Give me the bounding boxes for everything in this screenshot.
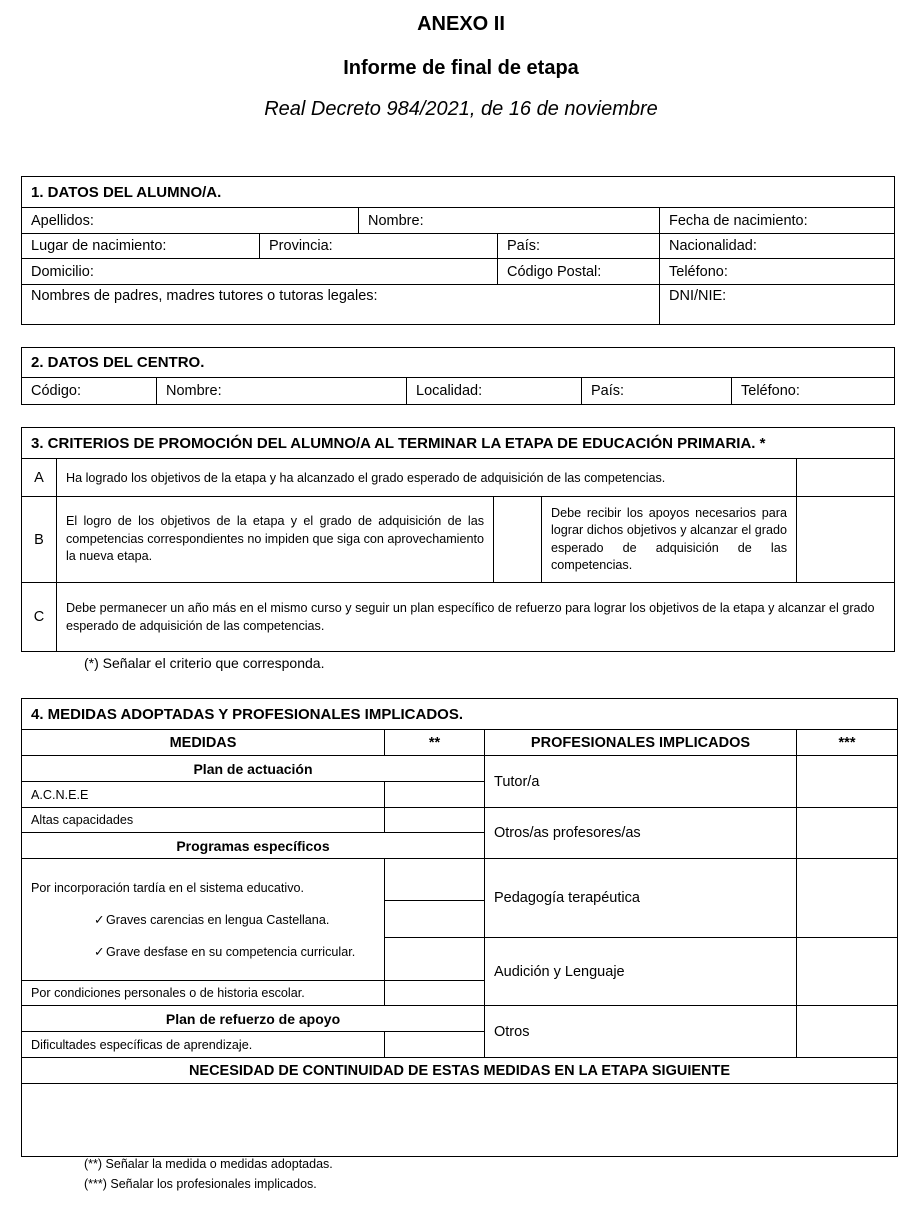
criteria-note: (*) Señalar el criterio que corresponda. <box>84 655 325 671</box>
incorporacion-tardia-label: Por incorporación tardía en el sistema educativo. <box>22 859 385 901</box>
centro-telefono-field[interactable]: Teléfono: <box>732 378 895 405</box>
plan-actuacion-heading: Plan de actuación <box>22 756 485 782</box>
dificultades-label: Dificultades específicas de aprendizaje. <box>22 1032 385 1058</box>
apellidos-field[interactable]: Apellidos: <box>22 208 359 234</box>
pais-field[interactable]: País: <box>498 234 660 259</box>
centro-codigo-field[interactable]: Código: <box>22 378 157 405</box>
profesionales-header: PROFESIONALES IMPLICADOS <box>485 730 797 756</box>
codigo-postal-field[interactable]: Código Postal: <box>498 259 660 285</box>
professionals-note: (***) Señalar los profesionales implicados. <box>84 1177 317 1191</box>
criterion-a-text: Ha logrado los objetivos de la etapa y ha alcanzado el grado esperado de adquisición de las competencias. <box>57 459 797 497</box>
medidas-mark-header: ** <box>385 730 485 756</box>
otros-profesores-label: Otros/as profesores/as <box>485 808 797 859</box>
incorporacion-tardia-checkbox[interactable] <box>385 859 485 901</box>
programas-especificos-heading: Programas específicos <box>22 833 485 859</box>
grave-desfase-label: Grave desfase en su competencia curricular. <box>106 944 356 959</box>
check-icon: ✓ <box>94 912 105 927</box>
nacionalidad-field[interactable]: Nacionalidad: <box>660 234 895 259</box>
criterion-a-checkbox[interactable] <box>797 459 895 497</box>
audicion-label: Audición y Lenguaje <box>485 938 797 1006</box>
section2-title: 2. DATOS DEL CENTRO. <box>22 348 895 378</box>
grave-desfase-checkbox[interactable] <box>385 938 485 981</box>
altas-capacidades-checkbox[interactable] <box>385 808 485 833</box>
measures-table <box>21 698 898 1157</box>
otros-checkbox[interactable] <box>797 1006 898 1058</box>
graves-carencias-checkbox[interactable] <box>385 901 485 938</box>
report-title: Informe de final de etapa <box>343 57 579 79</box>
annex-title: ANEXO II <box>417 13 505 35</box>
domicilio-field[interactable]: Domicilio: <box>22 259 498 285</box>
pedagogia-checkbox[interactable] <box>797 859 898 938</box>
school-data-table <box>21 347 895 405</box>
continuidad-heading: NECESIDAD DE CONTINUIDAD DE ESTAS MEDIDAS EN LA ETAPA SIGUIENTE <box>22 1058 898 1084</box>
section1-title: 1. DATOS DEL ALUMNO/A. <box>22 177 895 208</box>
otros-profesores-checkbox[interactable] <box>797 808 898 859</box>
condiciones-personales-label: Por condiciones personales o de historia escolar. <box>22 981 385 1006</box>
lugar-nacimiento-field[interactable]: Lugar de nacimiento: <box>22 234 260 259</box>
telefono-field[interactable]: Teléfono: <box>660 259 895 285</box>
section4-title: 4. MEDIDAS ADOPTADAS Y PROFESIONALES IMPLICADOS. <box>22 699 898 730</box>
condiciones-personales-checkbox[interactable] <box>385 981 485 1006</box>
profesionales-mark-header: *** <box>797 730 898 756</box>
check-icon: ✓ <box>94 944 105 959</box>
otros-label: Otros <box>485 1006 797 1058</box>
plan-refuerzo-heading: Plan de refuerzo de apoyo <box>22 1006 485 1032</box>
pedagogia-label: Pedagogía terapéutica <box>485 859 797 938</box>
provincia-field[interactable]: Provincia: <box>260 234 498 259</box>
centro-nombre-field[interactable]: Nombre: <box>157 378 407 405</box>
section3-title: 3. CRITERIOS DE PROMOCIÓN DEL ALUMNO/A AL TERMINAR LA ETAPA DE EDUCACIÓN PRIMARIA. * <box>22 428 895 459</box>
graves-carencias-label: Graves carencias en lengua Castellana. <box>106 912 330 927</box>
criterion-b-letter: B <box>22 497 57 583</box>
audicion-checkbox[interactable] <box>797 938 898 1006</box>
criterion-c-letter: C <box>22 583 57 652</box>
tutor-label: Tutor/a <box>485 756 797 808</box>
centro-localidad-field[interactable]: Localidad: <box>407 378 582 405</box>
grave-desfase-item <box>22 938 385 981</box>
criterion-b1-checkbox[interactable] <box>494 497 542 583</box>
centro-pais-field[interactable]: País: <box>582 378 732 405</box>
criterion-a-letter: A <box>22 459 57 497</box>
medidas-header: MEDIDAS <box>22 730 385 756</box>
measures-note: (**) Señalar la medida o medidas adoptadas. <box>84 1157 333 1171</box>
dificultades-checkbox[interactable] <box>385 1032 485 1058</box>
acnee-label: A.C.N.E.E <box>22 782 385 808</box>
dni-field[interactable]: DNI/NIE: <box>660 285 895 325</box>
graves-carencias-item <box>22 901 385 938</box>
student-data-table <box>21 176 895 325</box>
criterion-b-text-1: El logro de los objetivos de la etapa y el grado de adquisición de las competencias correspondientes no impiden que siga con aprovechamiento la nueva etapa. <box>57 497 494 583</box>
criterion-b-text-2: Debe recibir los apoyos necesarios para lograr dichos objetivos y alcanzar el grado esperado de adquisición de las competencias. <box>542 497 797 583</box>
criterion-c-text: Debe permanecer un año más en el mismo curso y seguir un plan específico de refuerzo para lograr los objetivos de la etapa y alcanzar el grado esperado de adquisición de las competencias. <box>57 583 895 652</box>
tutor-checkbox[interactable] <box>797 756 898 808</box>
promotion-criteria-table <box>21 427 895 652</box>
acnee-checkbox[interactable] <box>385 782 485 808</box>
fecha-nacimiento-field[interactable]: Fecha de nacimiento: <box>660 208 895 234</box>
decree-subtitle: Real Decreto 984/2021, de 16 de noviembre <box>264 98 658 120</box>
criterion-b2-checkbox[interactable] <box>797 497 895 583</box>
padres-field[interactable]: Nombres de padres, madres tutores o tutoras legales: <box>22 285 660 325</box>
nombre-field[interactable]: Nombre: <box>359 208 660 234</box>
altas-capacidades-label: Altas capacidades <box>22 808 385 833</box>
continuidad-textarea[interactable] <box>22 1084 898 1157</box>
